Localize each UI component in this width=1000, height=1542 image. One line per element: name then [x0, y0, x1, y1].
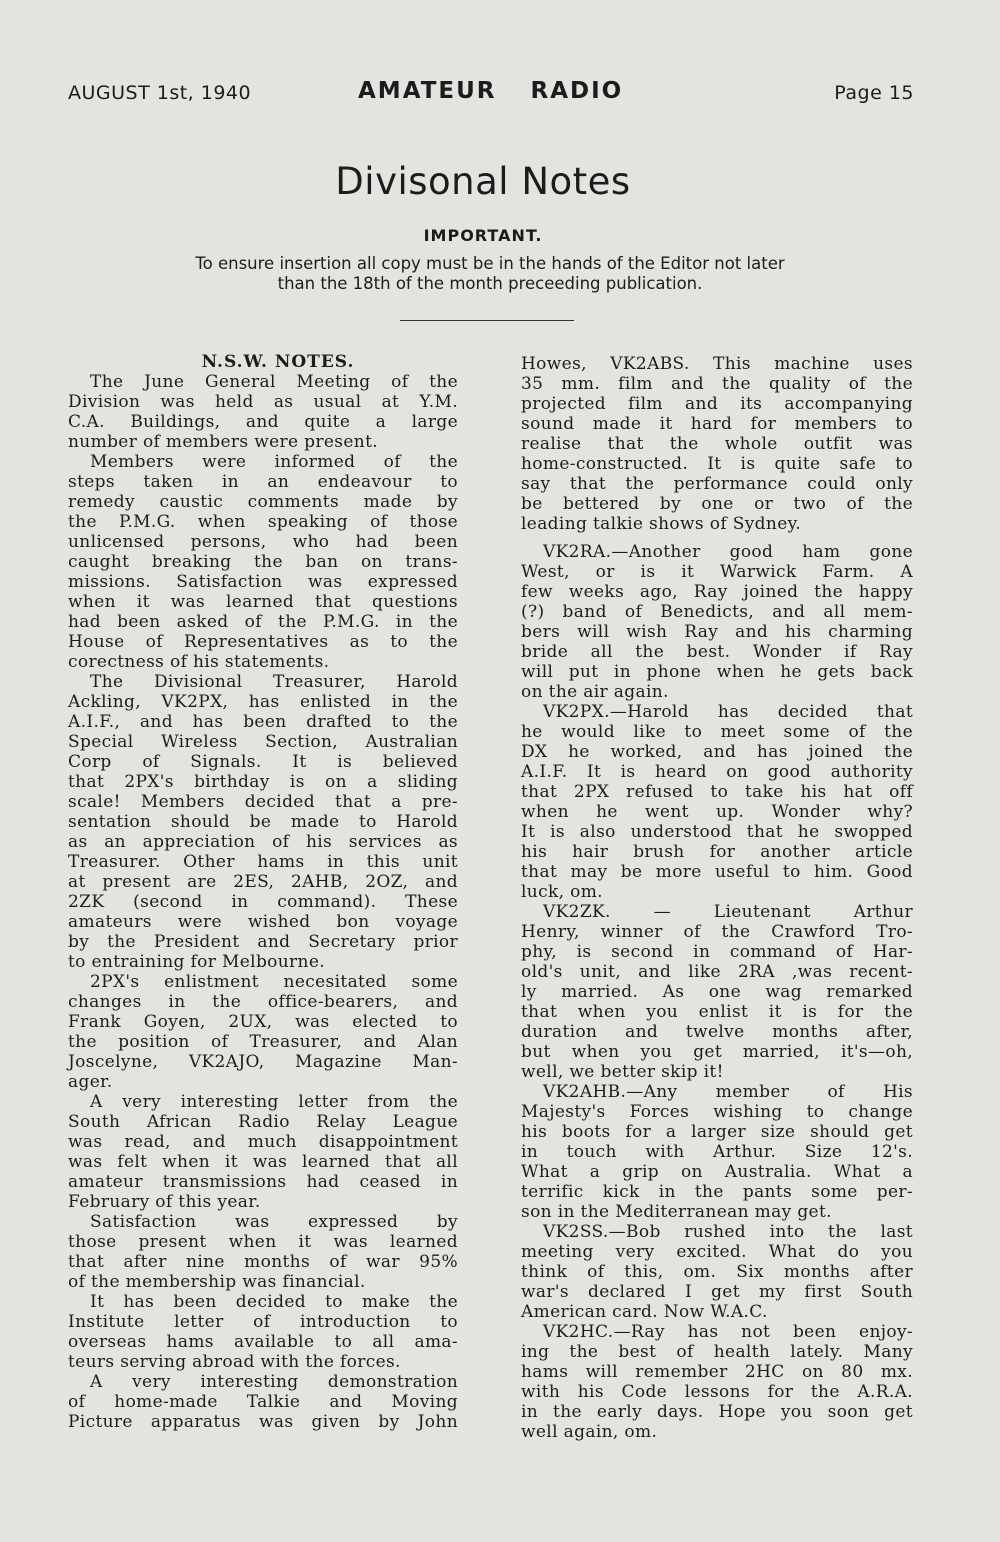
- left-column-text-line: Special Wireless Section, Australian: [68, 732, 458, 752]
- left-column-text-line: caught breaking the ban on trans-: [68, 552, 458, 572]
- notice-heading: IMPORTANT.: [423, 226, 543, 245]
- left-column-text-line: February of this year.: [68, 1192, 261, 1212]
- right-column-text-line: projected film and its accompanying: [521, 394, 913, 414]
- right-column-text-line: he would like to meet some of the: [521, 722, 913, 742]
- section-heading-nsw-notes: N.S.W. NOTES.: [201, 352, 355, 372]
- left-column-text-line: by the President and Secretary prior: [68, 932, 458, 952]
- right-column-text-line: ly married. As one wag remarked: [521, 982, 913, 1002]
- right-column-text-line: few weeks ago, Ray joined the happy: [521, 582, 913, 602]
- right-column-text-line: that when you enlist it is for the: [521, 1002, 913, 1022]
- page-title: Divisonal Notes: [335, 160, 631, 203]
- left-column-text-line: of home-made Talkie and Moving: [68, 1392, 458, 1412]
- right-column-text-line: A.I.F. It is heard on good authority: [521, 762, 913, 782]
- left-column-text-line: It has been decided to make the: [90, 1292, 458, 1312]
- left-column-text-line: ager.: [68, 1072, 113, 1092]
- right-column-text-line: on the air again.: [521, 682, 669, 702]
- left-column-text-line: Ackling, VK2PX, has enlisted in the: [68, 692, 458, 712]
- right-column-text-line: will put in phone when he gets back: [521, 662, 913, 682]
- left-column: [68, 352, 458, 1432]
- right-column-text-line: in touch with Arthur. Size 12's.: [521, 1142, 913, 1162]
- right-column-text-line: leading talkie shows of Sydney.: [521, 514, 802, 534]
- right-column-text-line: but when you get married, it's—oh,: [521, 1042, 913, 1062]
- left-column-text-line: teurs serving abroad with the forces.: [68, 1352, 401, 1372]
- left-column-text-line: those present when it was learned: [68, 1232, 458, 1252]
- left-column-text-line: A.I.F., and has been drafted to the: [68, 712, 458, 732]
- right-column-text-line: It is also understood that he swopped: [521, 822, 913, 842]
- left-column-text-line: C.A. Buildings, and quite a large: [68, 412, 458, 432]
- left-column-text-line: overseas hams available to all ama-: [68, 1332, 458, 1352]
- right-column-text-line: VK2AHB.—Any member of His: [543, 1082, 913, 1102]
- paragraph-gap: [521, 534, 913, 542]
- left-column-text-line: was felt when it was learned that all: [68, 1152, 458, 1172]
- left-column-text-line: when it was learned that questions: [68, 592, 458, 612]
- left-column-text-line: as an appreciation of his services as: [68, 832, 458, 852]
- right-column-text-line: say that the performance could only: [521, 474, 913, 494]
- right-column-text-line: VK2HC.—Ray has not been enjoy-: [543, 1322, 913, 1342]
- left-column-text-line: steps taken in an endeavour to: [68, 472, 458, 492]
- left-column-text-line: amateur transmissions had ceased in: [68, 1172, 458, 1192]
- right-column-text-line: Majesty's Forces wishing to change: [521, 1102, 913, 1122]
- left-column-text-line: was read, and much disappointment: [68, 1132, 458, 1152]
- left-column-text-line: Members were informed of the: [90, 452, 458, 472]
- right-column-text-line: West, or is it Warwick Farm. A: [521, 562, 913, 582]
- right-column-text-line: son in the Mediterranean may get.: [521, 1202, 832, 1222]
- right-column-text-line: ing the best of health lately. Many: [521, 1342, 913, 1362]
- right-column-text-line: Howes, VK2ABS. This machine uses: [521, 354, 913, 374]
- right-column-text-line: What a grip on Australia. What a: [521, 1162, 913, 1182]
- left-column-text-line: Frank Goyen, 2UX, was elected to: [68, 1012, 458, 1032]
- right-column-text-line: 35 mm. film and the quality of the: [521, 374, 913, 394]
- left-column-text-line: Joscelyne, VK2AJO, Magazine Man-: [68, 1052, 458, 1072]
- left-column-text-line: to entraining for Melbourne.: [68, 952, 325, 972]
- left-column-text-line: the P.M.G. when speaking of those: [68, 512, 458, 532]
- right-column-text-line: well again, om.: [521, 1422, 658, 1442]
- right-column-text-line: terrific kick in the pants some per-: [521, 1182, 913, 1202]
- issue-date: AUGUST 1st, 1940: [68, 82, 252, 104]
- right-column-text-line: duration and twelve months after,: [521, 1022, 913, 1042]
- right-column-text-line: phy, is second in command of Har-: [521, 942, 913, 962]
- notice-line-1: To ensure insertion all copy must be in the hands of the Editor not later: [195, 254, 785, 273]
- left-column-text-line: that after nine months of war 95%: [68, 1252, 458, 1272]
- right-column-text-line: think of this, om. Six months after: [521, 1262, 913, 1282]
- right-column-text-line: war's declared I get my first South: [521, 1282, 913, 1302]
- left-column-text-line: Institute letter of introduction to: [68, 1312, 458, 1332]
- divider-rule: [400, 320, 574, 321]
- left-column-text-line: of the membership was financial.: [68, 1272, 366, 1292]
- left-column-text-line: The June General Meeting of the: [90, 372, 458, 392]
- left-column-text-line: A very interesting letter from the: [90, 1092, 458, 1112]
- left-column-text-line: had been asked of the P.M.G. in the: [68, 612, 458, 632]
- left-column-text-line: unlicensed persons, who had been: [68, 532, 458, 552]
- right-column-text-line: home-constructed. It is quite safe to: [521, 454, 913, 474]
- left-column-text-line: that 2PX's birthday is on a sliding: [68, 772, 458, 792]
- left-column-text-line: Satisfaction was expressed by: [90, 1212, 458, 1232]
- left-column-text-line: Division was held as usual at Y.M.: [68, 392, 458, 412]
- left-column-text-line: corectness of his statements.: [68, 652, 330, 672]
- right-column-text-line: in the early days. Hope you soon get: [521, 1402, 913, 1422]
- right-column-text-line: well, we better skip it!: [521, 1062, 724, 1082]
- left-column-text-line: missions. Satisfaction was expressed: [68, 572, 458, 592]
- right-column-text-line: old's unit, and like 2RA ,was recent-: [521, 962, 913, 982]
- right-column-text-line: bride all the best. Wonder if Ray: [521, 642, 913, 662]
- right-column-text-line: American card. Now W.A.C.: [521, 1302, 768, 1322]
- right-column-text-line: (?) band of Benedicts, and all mem-: [521, 602, 913, 622]
- left-column-text-line: The Divisional Treasurer, Harold: [90, 672, 458, 692]
- right-column-text-line: sound made it hard for members to: [521, 414, 913, 434]
- right-column-text-line: that may be more useful to him. Good: [521, 862, 913, 882]
- right-column-text-line: his hair brush for another article: [521, 842, 913, 862]
- right-column-text-line: his boots for a larger size should get: [521, 1122, 913, 1142]
- right-column: [521, 354, 913, 1442]
- left-column-text-line: 2ZK (second in command). These: [68, 892, 458, 912]
- right-column-text-line: meeting very excited. What do you: [521, 1242, 913, 1262]
- left-column-text-line: 2PX's enlistment necesitated some: [90, 972, 458, 992]
- left-column-text-line: remedy caustic comments made by: [68, 492, 458, 512]
- magazine-name: AMATEUR RADIO: [358, 78, 624, 104]
- left-column-text-line: sentation should be made to Harold: [68, 812, 458, 832]
- left-column-text-line: changes in the office-bearers, and: [68, 992, 458, 1012]
- left-column-text-line: the position of Treasurer, and Alan: [68, 1032, 458, 1052]
- left-column-text-line: at present are 2ES, 2AHB, 2OZ, and: [68, 872, 458, 892]
- right-column-text-line: Henry, winner of the Crawford Tro-: [521, 922, 913, 942]
- right-column-text-line: with his Code lessons for the A.R.A.: [521, 1382, 913, 1402]
- running-head: [68, 78, 914, 108]
- left-column-text-line: A very interesting demonstration: [90, 1372, 458, 1392]
- right-column-text-line: luck, om.: [521, 882, 603, 902]
- right-column-text-line: hams will remember 2HC on 80 mx.: [521, 1362, 913, 1382]
- right-column-text-line: realise that the whole outfit was: [521, 434, 913, 454]
- right-column-text-line: be bettered by one or two of the: [521, 494, 913, 514]
- left-column-text-line: Treasurer. Other hams in this unit: [68, 852, 458, 872]
- left-column-text-line: amateurs were wished bon voyage: [68, 912, 458, 932]
- right-column-text-line: DX he worked, and has joined the: [521, 742, 913, 762]
- notice-text: [140, 254, 840, 294]
- right-column-text-line: bers will wish Ray and his charming: [521, 622, 913, 642]
- left-column-text-line: Picture apparatus was given by John: [68, 1412, 458, 1432]
- right-column-text-line: when he went up. Wonder why?: [521, 802, 913, 822]
- notice-line-2: than the 18th of the month preceeding publication.: [277, 274, 703, 293]
- right-column-text-line: VK2SS.—Bob rushed into the last: [543, 1222, 913, 1242]
- right-column-text-line: that 2PX refused to take his hat off: [521, 782, 913, 802]
- left-column-text-line: number of members were present.: [68, 432, 379, 452]
- left-column-text-line: Corp of Signals. It is believed: [68, 752, 458, 772]
- left-column-text-line: South African Radio Relay League: [68, 1112, 458, 1132]
- page-number: Page 15: [834, 82, 914, 104]
- left-column-text-line: House of Representatives as to the: [68, 632, 458, 652]
- right-column-text-line: VK2ZK. — Lieutenant Arthur: [543, 902, 913, 922]
- left-column-text-line: scale! Members decided that a pre-: [68, 792, 458, 812]
- right-column-text-line: VK2RA.—Another good ham gone: [543, 542, 913, 562]
- right-column-text-line: VK2PX.—Harold has decided that: [543, 702, 913, 722]
